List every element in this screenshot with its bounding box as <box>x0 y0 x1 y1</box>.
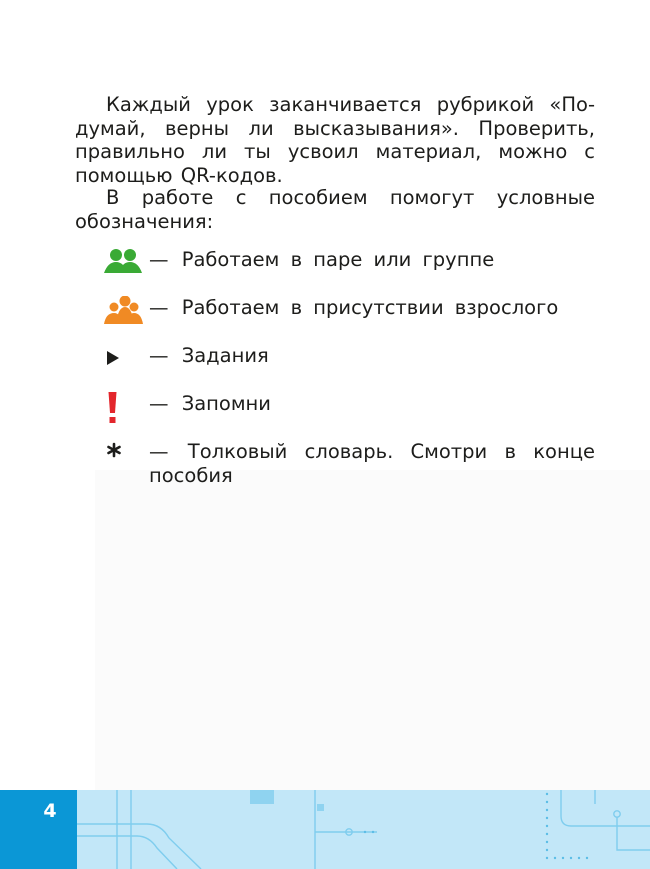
intro-paragraph: Каждый урок заканчивается рубрикой «По-думай, верны ли высказывания». Проверить, правильно ли ты усвоил материал, можно с помощью QR-кодов. <box>75 93 595 187</box>
triangle-marker-icon <box>100 344 146 384</box>
legend-dash: — <box>149 392 169 415</box>
legend-dash: — <box>149 344 169 367</box>
legend-label: Толковый словарь. Смотри в конце пособия <box>149 440 595 487</box>
legend-dash: — <box>149 440 169 463</box>
legend-label: Работаем в присутствии взрослого <box>181 296 559 319</box>
legend-label: Работаем в паре или группе <box>181 248 495 271</box>
legend-dash: — <box>149 248 169 271</box>
circuit-decoration <box>77 790 650 869</box>
legend-label: Запомни <box>181 392 271 415</box>
page-background <box>95 470 650 790</box>
page-number: 4 <box>43 800 57 822</box>
page-footer <box>0 790 650 869</box>
pair-group-icon <box>100 248 146 288</box>
adult-presence-icon <box>100 296 146 336</box>
legend-dash: — <box>149 296 169 319</box>
asterisk-icon <box>100 440 146 480</box>
exclamation-icon <box>100 392 146 432</box>
legend-intro-paragraph: В работе с пособием помогут условные обозначения: <box>75 186 595 233</box>
legend-label: Задания <box>181 344 269 367</box>
